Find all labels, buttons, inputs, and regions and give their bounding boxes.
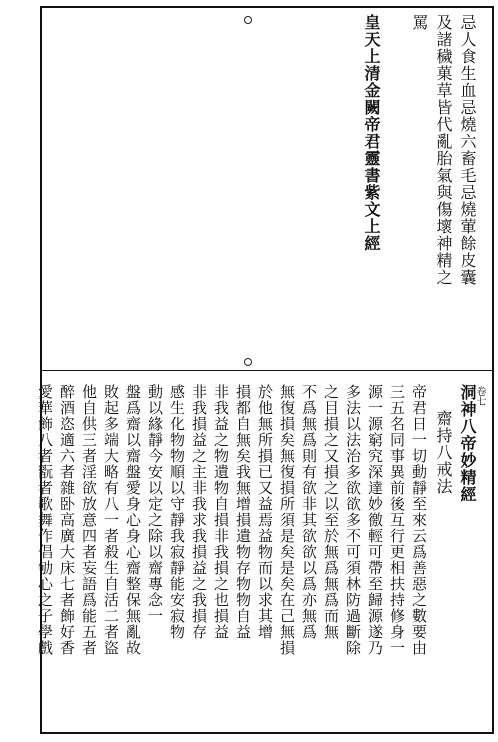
text-column: 三五名同事異前後互行更相扶持修身一 (388, 384, 406, 656)
binding-hole-bottom (244, 358, 252, 366)
text-column: 醉酒恣適六者雜卧高廣大床七者飾好香 (58, 384, 76, 656)
text-column: 帝君日一切動靜至來云爲善惡之數要由 (410, 384, 428, 656)
text-column: 損都自無矣我無增損遺物存物物自益 (234, 384, 252, 640)
text-column: 無復損矣無復損所須是矣是矣在己無損 (278, 384, 296, 656)
text-column: 他自供三者淫欲放意四者妄語爲能五者 (80, 384, 98, 656)
text-column: 動以緣靜今安以定之除以齋專念一 (146, 384, 164, 624)
text-column: 愛華飾八者翫者歌舞作倡劬心之子學戲 (36, 384, 54, 656)
text-column: 不爲無爲則有欲非其欲欲以爲亦無爲 (300, 384, 318, 640)
text-column: 非我損益之主非我求我損益之我損存 (190, 384, 208, 640)
text-column: 及諸穢菓草皆代亂胎氣與傷壞神精之 (434, 14, 453, 286)
text-column: 多法以法治多欲欲多不可須林防過斷除 (344, 384, 362, 656)
text-column: 非我益之物遺物自損非我損之也損益 (212, 384, 230, 640)
text-column: 之目損之又損之以至於無爲無爲而無 (322, 384, 340, 640)
binding-hole-top (244, 16, 252, 24)
folio-mark: 卷七 (474, 386, 485, 406)
text-column: 敗起多端大略有八一者殺生自活二者盜 (102, 384, 120, 656)
scripture-title: 皇天上清金闕帝君靈書紫文上經 (362, 14, 381, 252)
text-column: 感生化物物順以守靜我寂靜能安寂物 (168, 384, 186, 640)
section-title: 洞神八帝妙精經 (458, 384, 477, 503)
text-column: 源一源窮究深達妙徼輕可帶至歸源遂乃 (366, 384, 384, 656)
section-subtitle: 齋持八戒法 (434, 410, 453, 495)
text-column: 盤爲齋以齋盤愛身心身心齋整保無亂故 (124, 384, 142, 656)
fold-line (40, 370, 494, 371)
text-column: 忌人食生血忌燒六畜毛忌燒葷餘皮囊 (458, 14, 477, 286)
text-column: 於他無所損已又益焉益物而以求其增 (256, 384, 274, 640)
text-column: 罵 (410, 14, 429, 31)
